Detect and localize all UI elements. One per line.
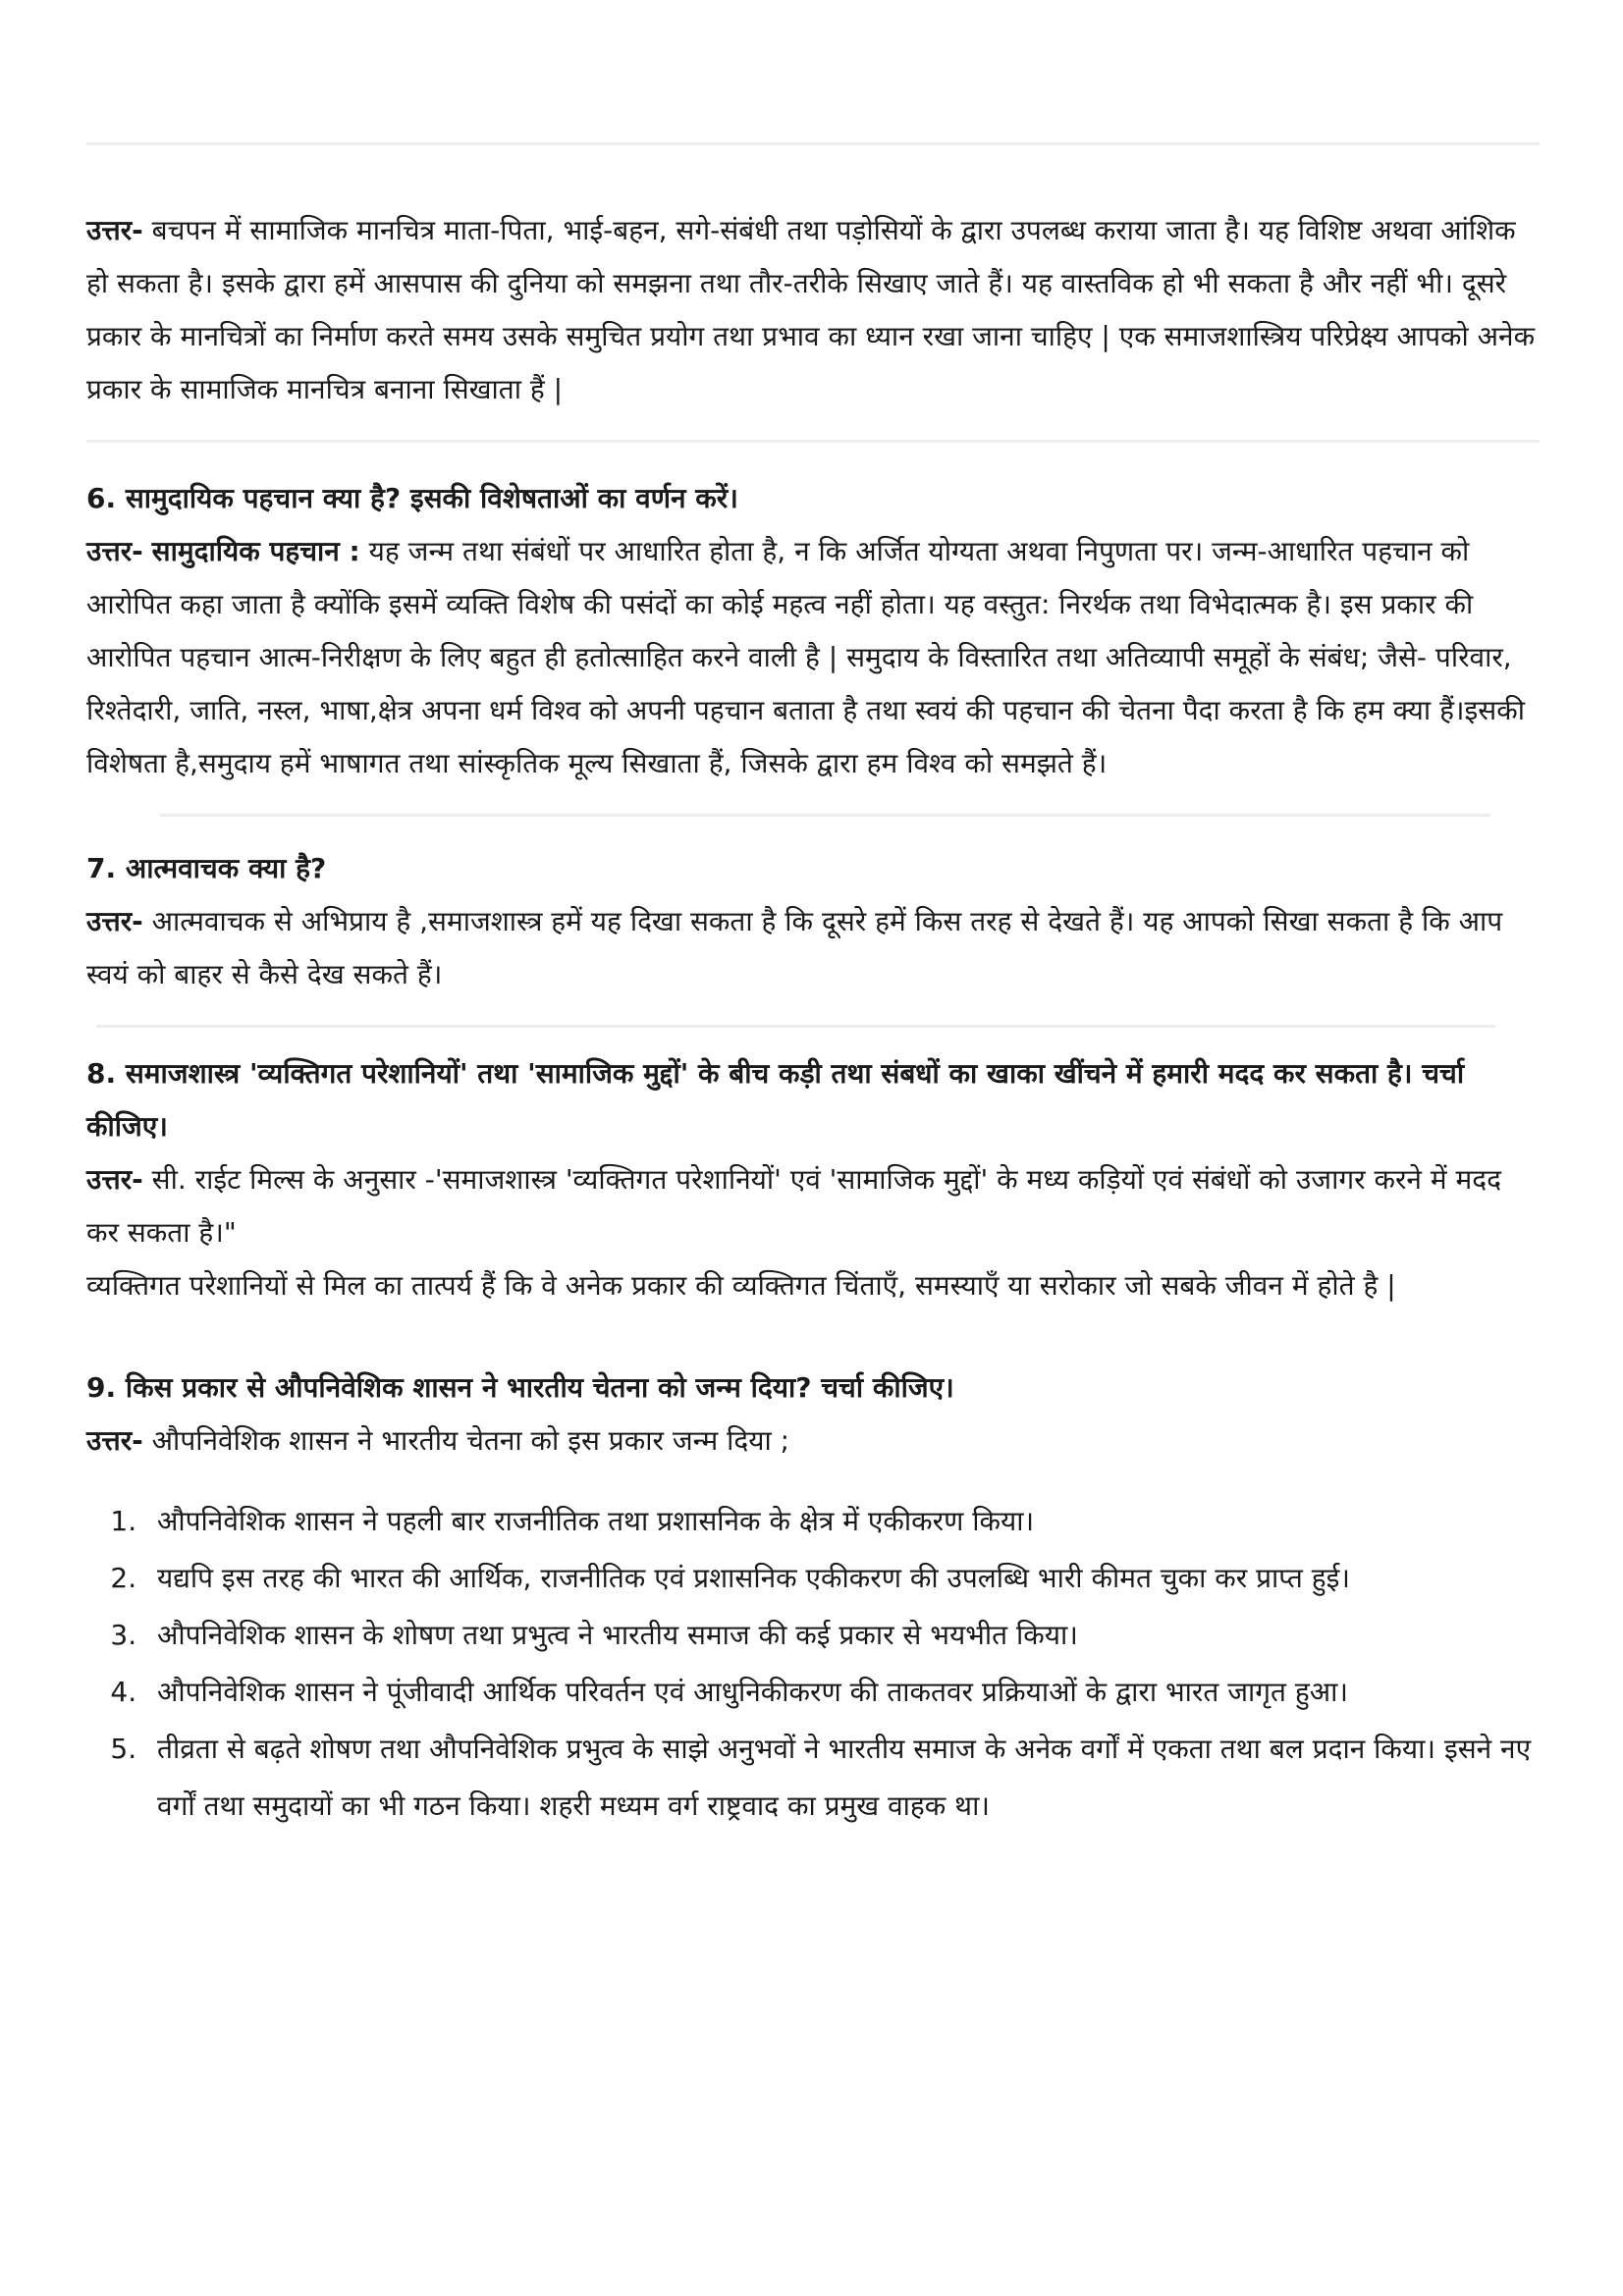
list-item: 1. औपनिवेशिक शासन ने पहली बार राजनीतिक तथा प्रशासनिक के क्षेत्र में एकीकरण किया।	[145, 1493, 1540, 1550]
answer-8	[86, 1153, 1540, 1259]
answer-7	[86, 895, 1540, 1001]
question-9-block	[86, 1362, 1540, 1835]
answer-9	[86, 1415, 1540, 1468]
divider	[160, 814, 1490, 817]
answer-6	[86, 525, 1540, 790]
question-9: 9. किस प्रकार से औपनिवेशिक शासन ने भारतीय चेतना को जन्म दिया? चर्चा कीजिए।	[86, 1371, 954, 1404]
question-8-block	[86, 1047, 1540, 1312]
question-7-block	[86, 842, 1540, 1001]
divider	[86, 142, 1540, 145]
question-6: 6. सामुदायिक पहचान क्या है? इसकी विशेषताओं का वर्णन करें।	[86, 482, 738, 514]
answer-label: उत्तर-	[86, 214, 143, 246]
answer-6-text: यह जन्म तथा संबंधों पर आधारित होता है, न कि अर्जित योग्यता अथवा निपुणता पर। जन्म-आधारित पहचान को आरोपित कहा जाता है क्योंकि इसमें व्यक्ति विशेष की पसंदों का कोई महत्व नहीं होता। यह वस्तुत: निरर्थक तथा विभेदात्मक है। इस प्रकार की आरोपित पहचान आत्म-निरीक्षण के लिए बहुत ही हतोत्साहित करने वाली है | समुदाय के विस्तारित तथा अतिव्यापी समूहों के संबंध; जैसे- परिवार, रिश्तेदारी, जाति, नस्ल, भाषा,क्षेत्र अपना धर्म विश्व को अपनी पहचान बताता है तथा स्वयं की पहचान की चेतना पैदा करता है कि हम क्या हैं।इसकी विशेषता है,समुदाय हमें भाषागत तथा सांस्कृतिक मूल्य सिखाता हैं, जिसके द्वारा हम विश्व को समझते हैं।	[86, 535, 1525, 779]
answer-label: उत्तर-	[86, 1163, 143, 1196]
answer-8-text: सी. राईट मिल्स के अनुसार -'समाजशास्त्र 'व्यक्तिगत परेशानियों' एवं 'सामाजिक मुद्दों' के मध्य कड़ियों एवं संबंधों को उजागर करने में मदद कर सकता है।"	[86, 1163, 1501, 1249]
question-6-block	[86, 472, 1540, 790]
answer-9-text: औपनिवेशिक शासन ने भारतीय चेतना को इस प्रकार जन्म दिया ;	[151, 1424, 790, 1457]
list-item: 3. औपनिवेशिक शासन के शोषण तथा प्रभुत्व ने भारतीय समाज की कई प्रकार से भयभीत किया।	[145, 1607, 1540, 1664]
answer-8-extra: व्यक्तिगत परेशानियों से मिल का तात्पर्य हैं कि वे अनेक प्रकार की व्यक्तिगत चिंताएँ, समस्याएँ या सरोकार जो सबके जीवन में होते है |	[86, 1269, 1396, 1302]
answer-label: उत्तर-	[86, 1424, 143, 1457]
divider	[86, 440, 1540, 443]
divider	[96, 1025, 1495, 1028]
list-item: 4. औपनिवेशिक शासन ने पूंजीवादी आर्थिक परिवर्तन एवं आधुनिकीकरण की ताकतवर प्रक्रियाओं के द्वारा भारत जागृत हुआ।	[145, 1664, 1540, 1721]
list-item: 5. तीव्रता से बढ़ते शोषण तथा औपनिवेशिक प्रभुत्व के साझे अनुभवों ने भारतीय समाज के अनेक वर्गों में एकता तथा बल प्रदान किया। इसने नए वर्गों तथा समुदायों का भी गठन किया। शहरी मध्यम वर्ग राष्ट्रवाद का प्रमुख वाहक था।	[145, 1721, 1540, 1835]
answer-6-head: सामुदायिक पहचान :	[151, 535, 360, 567]
intro-answer-text: बचपन में सामाजिक मानचित्र माता-पिता, भाई-बहन, सगे-संबंधी तथा पड़ोसियों के द्वारा उपलब्ध कराया जाता है। यह विशिष्ट अथवा आंशिक हो सकता है। इसके द्वारा हमें आसपास की दुनिया को समझना तथा तौर-तरीके सिखाए जाते हैं। यह वास्तविक हो भी सकता है और नहीं भी। दूसरे प्रकार के मानचित्रों का निर्माण करते समय उसके समुचित प्रयोग तथा प्रभाव का ध्यान रखा जाना चाहिए | एक समाजशास्त्रिय परिप्रेक्ष्य आपको अनेक प्रकार के सामाजिक मानचित्र बनाना सिखाता हैं |	[86, 214, 1536, 405]
question-8: 8. समाजशास्त्र 'व्यक्तिगत परेशानियों' तथा 'सामाजिक मुद्दों' के बीच कड़ी तथा संबधों का खाका खींचने में हमारी मदद कर सकता है। चर्चा कीजिए।	[86, 1057, 1465, 1143]
list-item: 2. यद्यपि इस तरह की भारत की आर्थिक, राजनीतिक एवं प्रशासनिक एकीकरण की उपलब्धि भारी कीमत चुका कर प्राप्त हुई।	[145, 1550, 1540, 1607]
question-7: 7. आत्मवाचक क्या है?	[86, 852, 327, 884]
answer-7-text: आत्मवाचक से अभिप्राय है ,समाजशास्त्र हमें यह दिखा सकता है कि दूसरे हमें किस तरह से देखते हैं। यह आपको सिखा सकता है कि आप स्वयं को बाहर से कैसे देख सकते हैं।	[86, 905, 1503, 990]
answer-label: उत्तर-	[86, 535, 143, 567]
answer-9-points	[86, 1493, 1540, 1835]
answer-label: उत्तर-	[86, 905, 143, 937]
document-page	[86, 0, 1540, 1835]
intro-answer-block	[86, 204, 1540, 416]
intro-answer	[86, 204, 1540, 416]
